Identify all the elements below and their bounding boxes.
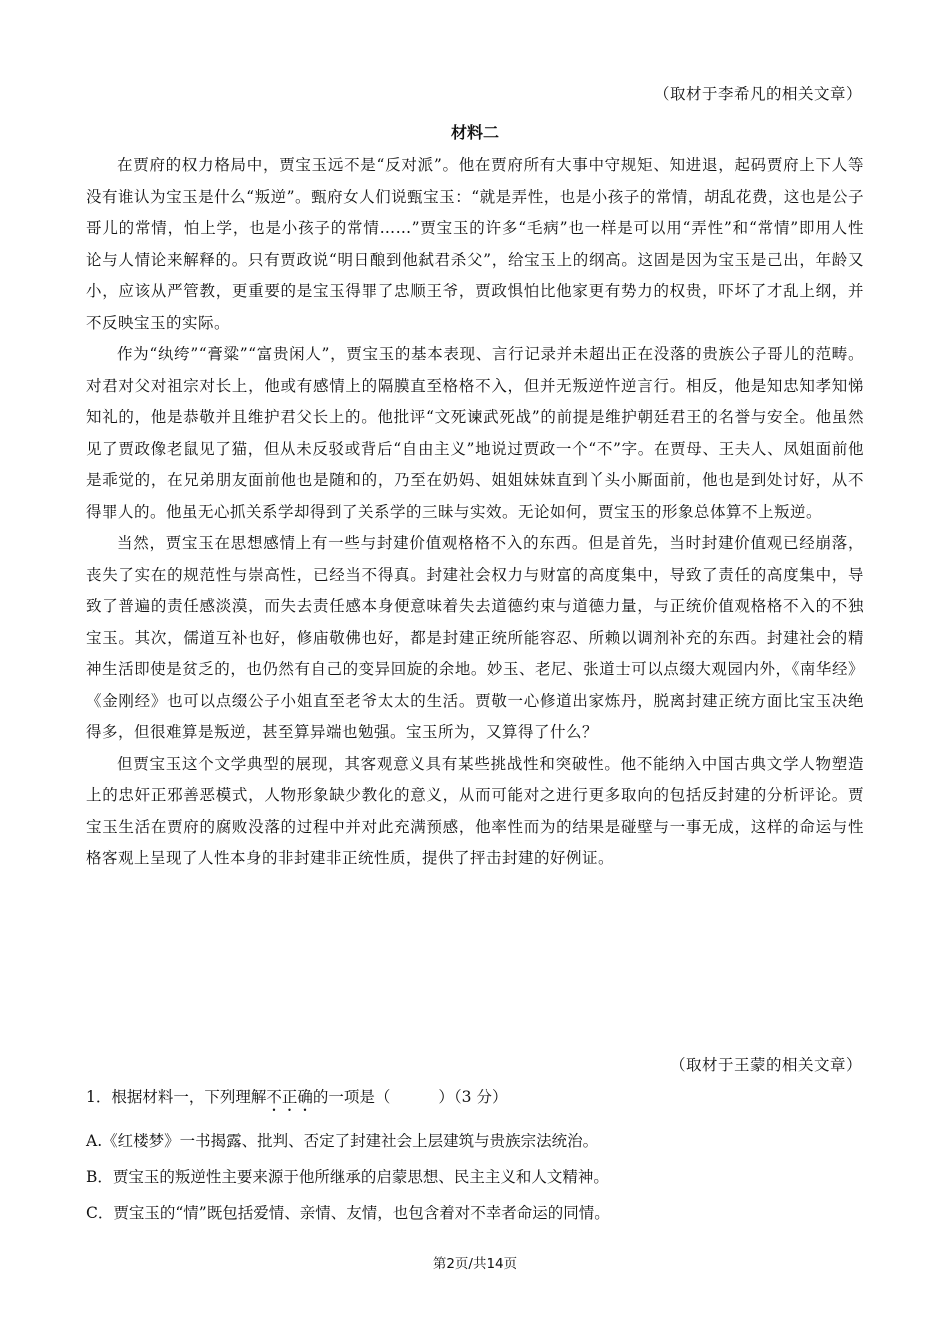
- source-attribution-1: （取材于李希凡的相关文章）: [653, 85, 862, 103]
- article-body: [86, 150, 864, 875]
- paragraph-2: 作为“纨绔”“膏粱”“富贵闲人”，贾宝玉的基本表现、言行记录并未超出正在没落的贵族公子哥儿的范畴。对君对父对祖宗对长上，他或有感情上的隔膜直至格格不入，但并无叛逆忤逆言行。相反，他是知忠知孝知悌知礼的，他是恭敬并且维护君父长上的。他批评“文死谏武死战”的前提是维护朝廷君王的名誉与安全。他虽然见了贾政像老鼠见了猫，但从未反驳或背后“自由主义”地说过贾政一个“不”字。在贾母、王夫人、凤姐面前他是乖觉的，在兄弟朋友面前他也是随和的，乃至在奶妈、姐姐妹妹直到丫头小厮面前，他也是到处讨好，从不得罪人的。他虽无心抓关系学却得到了关系学的三昧与实效。无论如何，贾宝玉的形象总体算不上叛逆。: [86, 345, 864, 521]
- page-footer: 第2页/共14页: [432, 1256, 518, 1272]
- question-suffix-close: ）（3 分）: [438, 1088, 508, 1106]
- paragraph-1: 在贾府的权力格局中，贾宝玉远不是“反对派”。他在贾府所有大事中守规矩、知进退，起码贾府上下人等没有谁认为宝玉是什么“叛逆”。甄府女人们说甄宝玉：“就是弄性，也是小孩子的常情，胡乱花费，这也是公子哥儿的常情，怕上学，也是小孩子的常情……”贾宝玉的许多“毛病”也一样是可以用“弄性”和“常情”即用人性论与人情论来解释的。只有贾政说“明日酿到他弑君杀父”，给宝玉上的纲高。这固是因为宝玉是己出，年龄又小，应该从严管教，更重要的是宝玉得罪了忠顺王爷，贾政惧怕比他家更有势力的权贵，吓坏了才乱上纲，并不反映宝玉的实际。: [86, 156, 864, 332]
- paragraph-4: 但贾宝玉这个文学典型的展现，其客观意义具有某些挑战性和突破性。他不能纳入中国古典文学人物塑造上的忠奸正邪善恶模式，人物形象缺少教化的意义，从而可能对之进行更多取向的包括反封建的分析评论。贾宝玉生活在贾府的腐败没落的过程中并对此充满预感，他率性而为的结果是碰壁与一事无成，这样的命运与性格客观上呈现了人性本身的非封建非正统性质，提供了抨击封建的好例证。: [86, 754, 864, 867]
- question-suffix-open: 的一项是（: [312, 1088, 391, 1106]
- question-prefix: 1．根据材料一，下列理解: [86, 1088, 267, 1106]
- question-emphasis: 不正确: [266, 1088, 313, 1106]
- option-c: C．贾宝玉的“情”既包括爱情、亲情、友情，也包含着对不幸者命运的同情。: [86, 1204, 610, 1222]
- option-b: B．贾宝玉的叛逆性主要来源于他所继承的启蒙思想、民主主义和人文精神。: [86, 1168, 609, 1186]
- source-attribution-2: （取材于王蒙的相关文章）: [669, 1056, 862, 1074]
- option-a: A.《红楼梦》一书揭露、批判、否定了封建社会上层建筑与贵族宗法统治。: [86, 1132, 599, 1150]
- paragraph-3: 当然，贾宝玉在思想感情上有一些与封建价值观格格不入的东西。但是首先，当时封建价值观已经崩落，丧失了实在的规范性与崇高性，已经当不得真。封建社会权力与财富的高度集中，导致了责任的高度集中，导致了普遍的责任感淡漠，而失去责任感本身便意味着失去道德约束与道德力量，与正统价值观格格不入的不独宝玉。其次，儒道互补也好，修庙敬佛也好，都是封建正统所能容忍、所赖以调剂补充的东西。封建社会的精神生活即使是贫乏的，也仍然有自己的变异回旋的余地。妙玉、老尼、张道士可以点缀大观园内外，《南华经》《金刚经》也可以点缀公子小姐直至老爷太太的生活。贾敬一心修道出家炼丹，脱离封建正统方面比宝玉决绝得多，但很难算是叛逆，甚至算异端也勉强。宝玉所为，又算得了什么？: [86, 534, 864, 741]
- section-title: 材料二: [450, 123, 499, 142]
- question-1: [86, 1085, 864, 1115]
